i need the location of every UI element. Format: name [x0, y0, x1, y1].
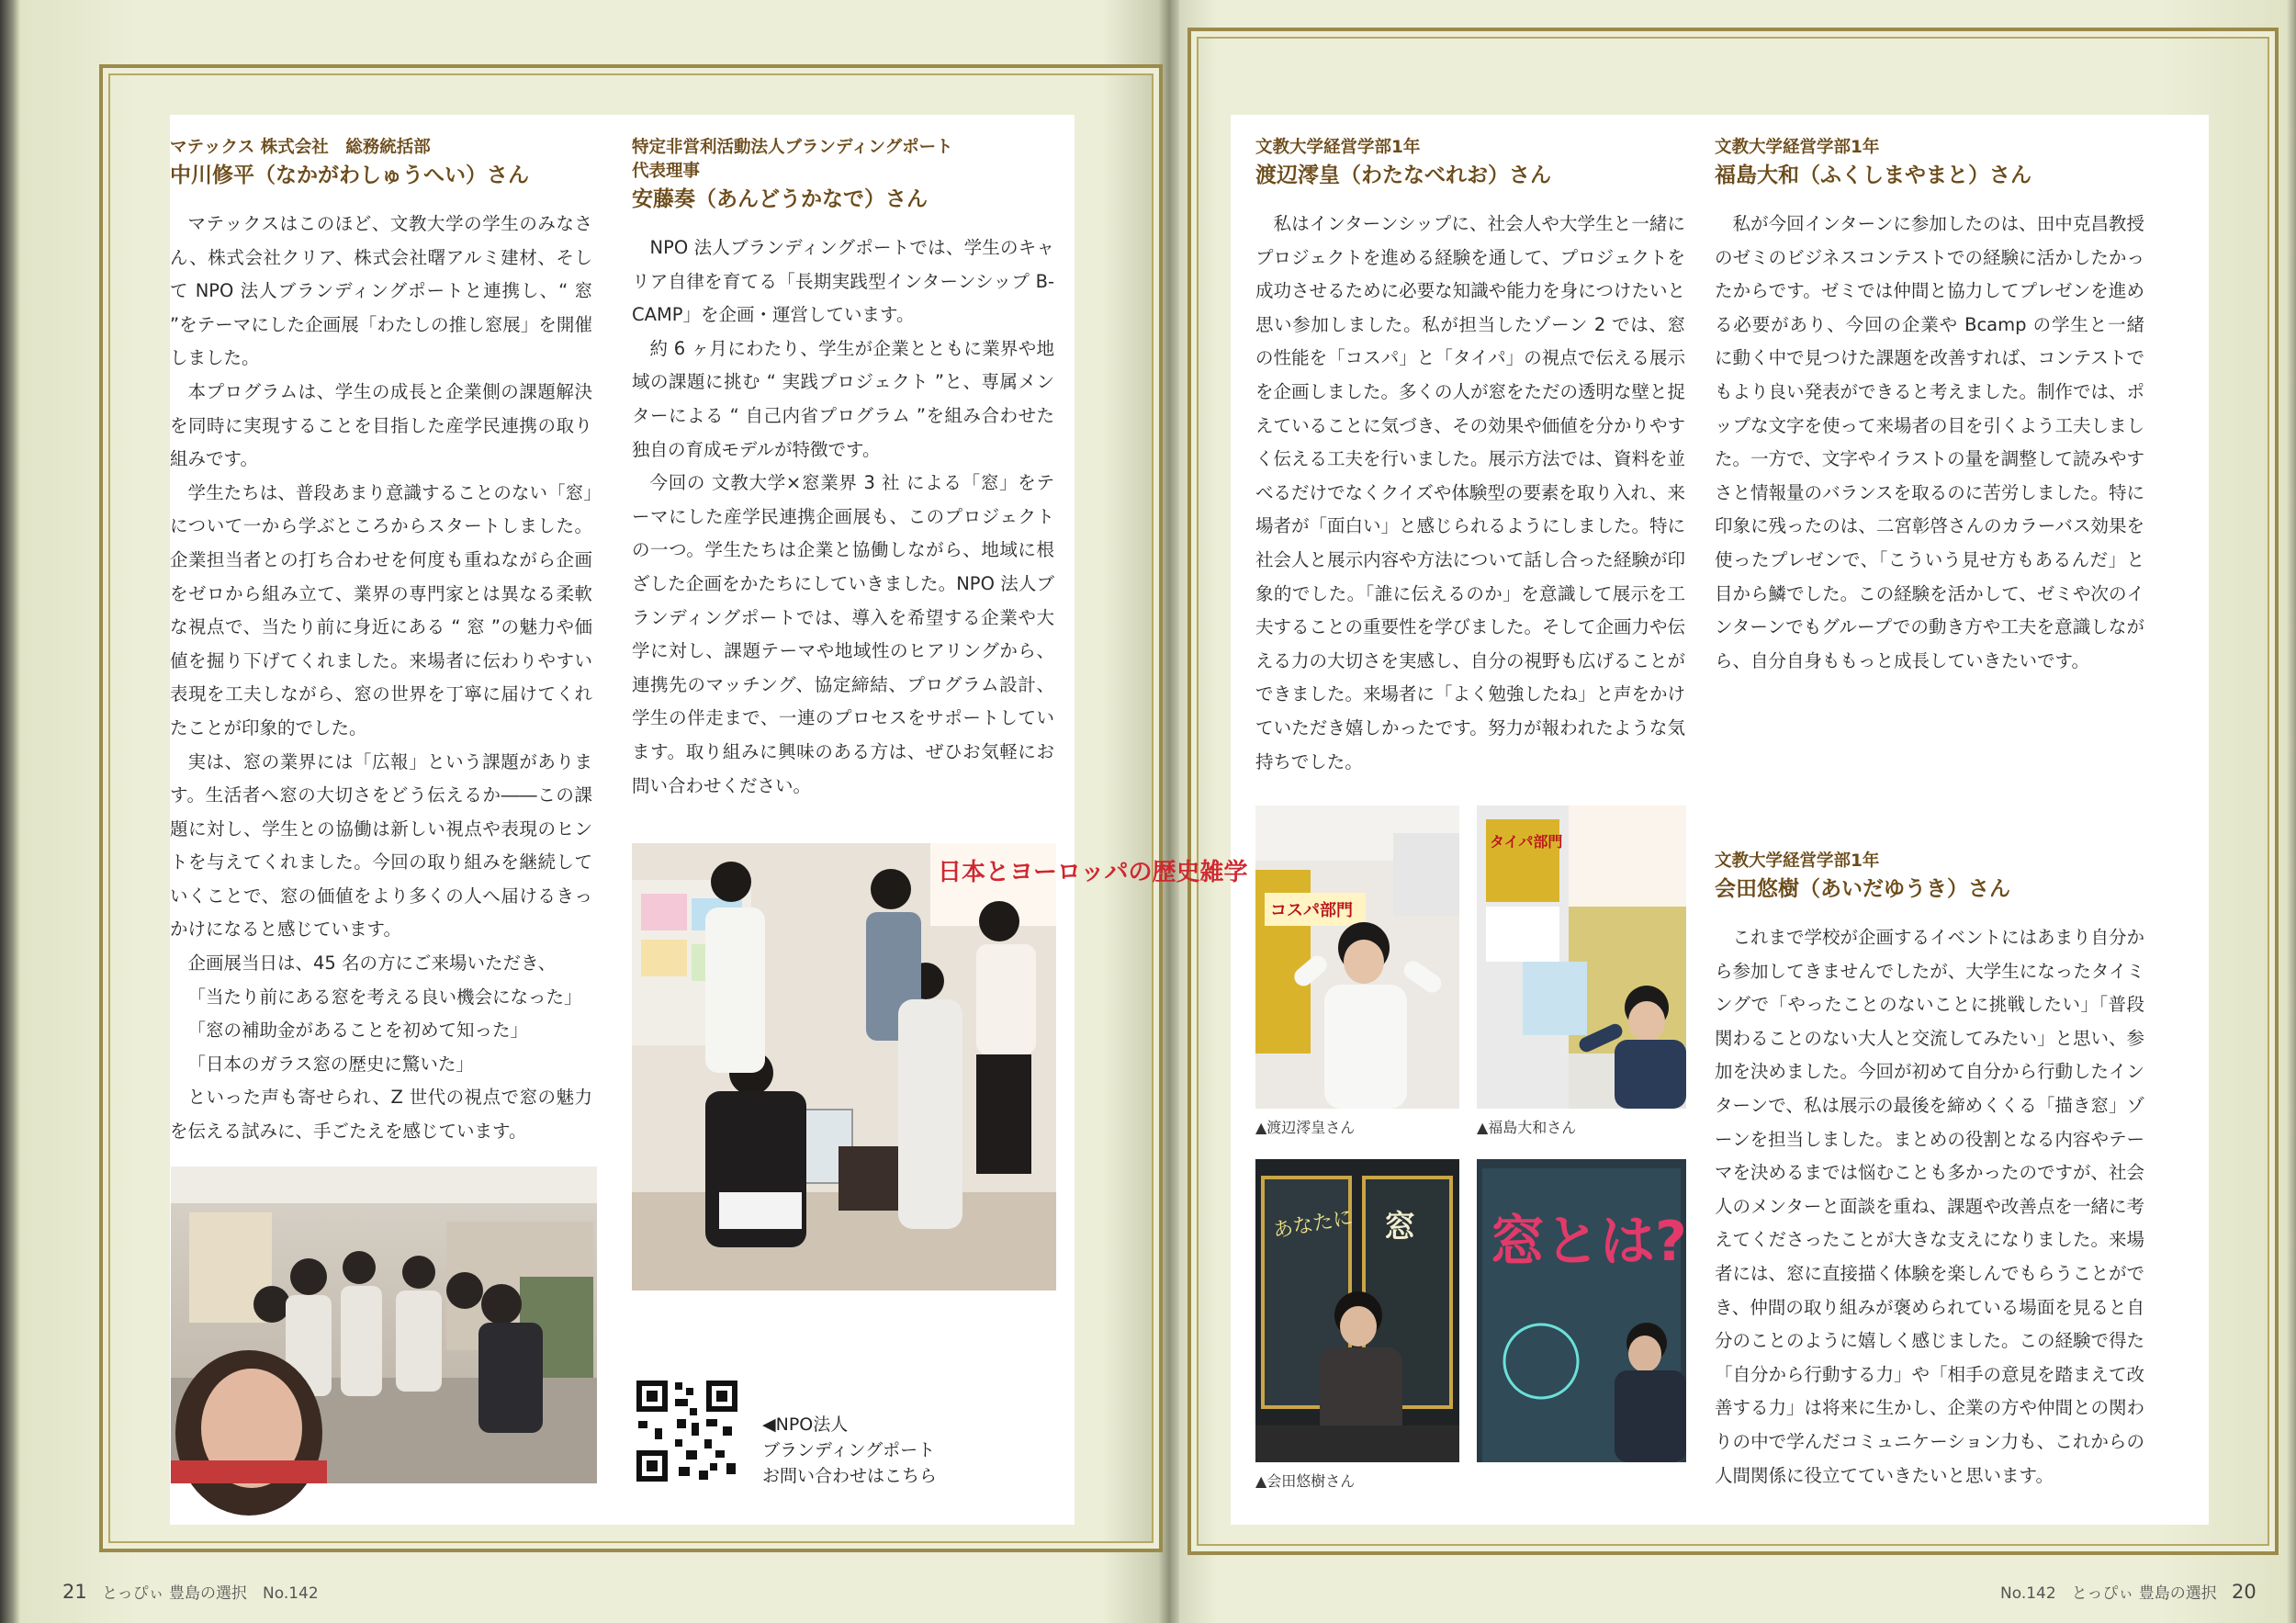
drawing-window-photo	[1477, 1159, 1686, 1462]
body-paragraph: これまで学校が企画するイベントにはあまり自分から参加してきませんでしたが、大学生になったタイミングで「やったことのないことに挑戦したい」「普段関わることのない大人と交流してみたい」と思い、参加を決めました。今回が初めて自分から行動したインターンで、私は展示の最後を締めくくる「描き窓」ゾーンを担当しました。まとめの役割となる内容やテーマを決めるまでは悩むことも多かったのですが、社会人のメンターと面談を重ね、課題や改善点を一緒に考えてくださったことが大きな支えになりました。来場者には、窓に直接描く体験を楽しんでもらうことができ、仲間の取り組みが褒められている場面を見ると自分のことのように嬉しく感じました。この経験で得た「自分から行動する力」や「相手の意見を踏まえて改善する力」は将来に生かし、企業の方や仲間との関わりの中で学んだコミュニケーション力も、これからの人間関係に役立てていきたいと思います。	[1715, 927, 2145, 1486]
qr-caption-line: ブランディングポート	[762, 1440, 936, 1460]
person-name: 安藤奏（あんどうかなで）さん	[632, 187, 928, 211]
article-fukushima	[1715, 136, 2144, 678]
fukushima-photo	[1477, 806, 1686, 1109]
publication-title: とっぴぃ 豊島の選択 No.142	[101, 1584, 319, 1603]
qr-code[interactable]	[631, 1375, 743, 1487]
right-page-edge	[2287, 0, 2296, 1623]
group-selfie-photo	[171, 1167, 597, 1483]
body-paragraph: 実は、窓の業界には「広報」という課題があります。生活者へ窓の大切さをどう伝えるか――この課題に対し、学生との協働は新しい視点や表現のヒントを与えてくれました。今回の取り組みを継続していくことで、窓の価値をより多くの人へ届けるきっかけになると感じています。	[170, 750, 592, 941]
kospa-sign-text: コスパ部門	[1270, 901, 1353, 920]
photo-caption: ▲渡辺澪皇さん	[1255, 1119, 1356, 1136]
article-nakagawa	[170, 136, 592, 1149]
body-paragraph: といった声も寄せられ、Z 世代の視点で窓の魅力を伝える試みに、手ごたえを感じています。	[170, 1087, 592, 1143]
body-paragraph: NPO 法人ブランディングポートでは、学生のキャリア自律を育てる「長期実践型インターンシップ B-CAMP」を企画・運営しています。	[632, 237, 1054, 326]
page-number: 21	[62, 1581, 87, 1603]
history-sign-text: 日本とヨーロッパの歴史雑学	[938, 859, 1248, 886]
visitor-quote: 「窓の補助金があることを初めて知った」	[187, 1020, 529, 1042]
body-paragraph: 学生たちは、普段あまり意識することのない「窓」について一から学ぶところからスタートしました。企業担当者との打ち合わせを何度も重ねながら企画をゼロから組み立て、業界の専門家とは異なる柔軟な視点で、当たり前に身近にある “ 窓 ”の魅力や価値を掘り下げてくれました。来場者に伝わりやすい表現を工夫しながら、窓の世界を丁寧に届けてくれたことが印象的でした。	[170, 481, 592, 738]
visitor-quote: 「当たり前にある窓を考える良い機会になった」	[187, 986, 582, 1008]
right-page-footer	[2000, 1580, 2257, 1603]
qr-caption	[762, 1412, 937, 1489]
left-page-footer	[62, 1580, 319, 1603]
taipa-sign-text: タイパ部門	[1490, 833, 1563, 851]
article-aida	[1715, 850, 2144, 1493]
qr-caption-line: お問い合わせはこちら	[762, 1466, 938, 1486]
person-name: 福島大和（ふくしまやまと）さん	[1715, 163, 2032, 187]
mado-toha-text: 窓とは?	[1490, 1210, 1687, 1274]
body-paragraph: 約 6 ヶ月にわたり、学生が企業とともに業界や地域の課題に挑む “ 実践プロジェクト ”と、専属メンターによる “ 自己内省プログラム ”を組み合わせた独自の育成モデルが特徴です。	[632, 337, 1054, 460]
person-name: 会田悠樹（あいだゆうき）さん	[1715, 877, 2010, 901]
person-name: 中川修平（なかがわしゅうへい）さん	[170, 163, 529, 187]
visitor-quote: 「日本のガラス窓の歴史に驚いた」	[187, 1053, 474, 1075]
faculty-label: 文教大学経営学部1年	[1715, 138, 1880, 157]
svg-text:あなたに: あなたに	[1271, 1206, 1356, 1244]
article-watanabe	[1255, 136, 1685, 779]
company-label: マテックス 株式会社 総務統括部	[170, 138, 431, 157]
left-page-edge	[0, 0, 20, 1623]
publication-title: No.142 とっぴぃ 豊島の選択	[2000, 1584, 2217, 1603]
body-paragraph: マテックスはこのほど、文教大学の学生のみなさん、株式会社クリア、株式会社曙アルミ建材、そして NPO 法人ブランディングポートと連携し、“ 窓 ”をテーマにした企画展「わたしの推し窓展」を開催しました。	[170, 213, 592, 369]
body-paragraph: 企画展当日は、45 名の方にご来場いただき、	[187, 952, 557, 975]
aida-photo	[1255, 1159, 1459, 1462]
qr-caption-line: ◀NPO法人	[762, 1414, 849, 1435]
title-label: 代表理事	[632, 162, 701, 181]
faculty-label: 文教大学経営学部1年	[1255, 138, 1421, 157]
photo-caption: ▲福島大和さん	[1477, 1119, 1577, 1136]
body-paragraph: 本プログラムは、学生の成長と企業側の課題解決を同時に実現することを目指した産学民連携の取り組みです。	[170, 380, 592, 470]
body-paragraph: 私はインターンシップに、社会人や大学生と一緒にプロジェクトを進める経験を通して、プロジェクトを成功させるために必要な知識や能力を身につけたいと思い参加しました。私が担当したゾーン 2 では、窓の性能を「コスパ」と「タイパ」の視点で伝える展示を企画しました。多くの人が窓をただの透明な壁と捉えていることに気づき、その効果や価値を分かりやすく伝える工夫を行いました。展示方法では、資料を並べるだけでなくクイズや体験型の要素を取り入れ、来場者が「面白い」と感じられるようにしました。特に社会人と展示内容や方法について話し合った経験が印象的でした。「誰に伝えるのか」を意識して展示を工夫することの重要性を学びました。そして企画力や伝える力の大切さを実感し、自分の視野も広げることができました。来場者に「よく勉強したね」と声をかけていただき嬉しかったです。努力が報われたような気持ちでした。	[1255, 213, 1686, 772]
body-paragraph: 今回の 文教大学×窓業界 3 社 による「窓」をテーマにした産学民連携企画展も、このプロジェクトの一つ。学生たちは企業と協働しながら、地域に根ざした企画をかたちにしていきました。NPO 法人ブランディングポートでは、導入を希望する企業や大学に対し、課題テーマや地域性のヒアリングから、連携先のマッチング、協定締結、プログラム設計、学生の伴走まで、一連のプロセスをサポートしています。取り組みに興味のある方は、ぜひお気軽にお問い合わせください。	[632, 472, 1054, 796]
faculty-label: 文教大学経営学部1年	[1715, 851, 1880, 871]
organization-label: 特定非営利活動法人ブランディングポート	[632, 138, 953, 157]
photo-caption: ▲会田悠樹さん	[1255, 1472, 1356, 1490]
exhibition-group-photo	[632, 843, 1248, 1291]
article-ando	[632, 136, 1054, 803]
watanabe-photo	[1255, 806, 1459, 1109]
svg-text:窓: 窓	[1384, 1209, 1415, 1245]
person-name: 渡辺澪皇（わたなべれお）さん	[1255, 163, 1551, 187]
body-paragraph: 私が今回インターンに参加したのは、田中克昌教授のゼミのビジネスコンテストでの経験に活かしたかったからです。ゼミでは仲間と協力してプレゼンを進める必要があり、今回の企業や Bcamp の学生と一緒に動く中で見つけた課題を改善すれば、コンテストでもより良い発表ができると考えました。制作では、ポップな文字を使って来場者の目を引くよう工夫しました。一方で、文字やイラストの量を調整して読みやすさと情報量のバランスを取るのに苦労しました。特に印象に残ったのは、二宮彰啓さんのカラーバス効果を使ったプレゼンで、「こういう見せ方もあるんだ」と目から鱗でした。この経験を活かして、ゼミや次のインターンでもグループでの動き方や工夫を意識しながら、自分自身ももっと成長していきたいです。	[1715, 213, 2145, 671]
page-number: 20	[2231, 1581, 2257, 1603]
